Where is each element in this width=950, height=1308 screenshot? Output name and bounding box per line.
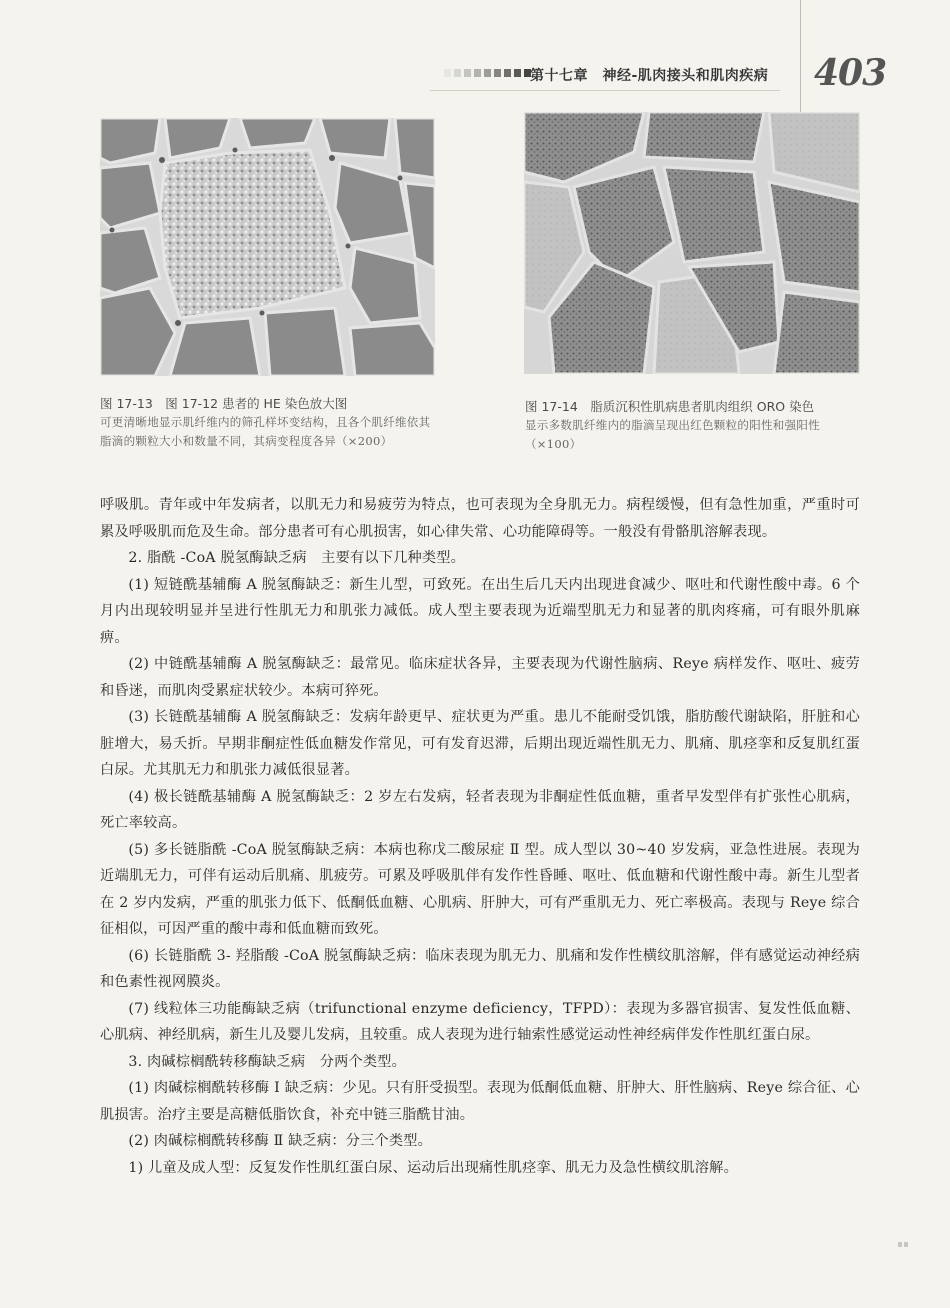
paragraph-continuation: 呼吸肌。青年或中年发病者，以肌无力和易疲劳为特点，也可表现为全身肌无力。病程缓慢，但有急性加重，严重时可累及呼吸肌而危及生命。部分患者可有心肌损害，如心律失常、心功能障碍等。一般没有骨骼肌溶解表现。 — [100, 497, 860, 540]
figure-17-14-caption — [525, 397, 865, 454]
paragraph-item-3: (3) 长链酰基辅酶 A 脱氢酶缺乏：发病年龄更早、症状更为严重。患儿不能耐受饥饿，脂肪酸代谢缺陷，肝脏和心脏增大，易夭折。早期非酮症性低血糖发作常见，可有发育迟滞，后期出现近端性肌无力、肌痛、肌痉挛和反复肌红蛋白尿。尤其肌无力和肌张力减低很显著。 — [100, 709, 860, 778]
paragraph-cpt-2-subtype-1: 1) 儿童及成人型：反复发作性肌红蛋白尿、运动后出现痛性肌痉挛、肌无力及急性横纹肌溶解。 — [128, 1159, 738, 1176]
page-number: 403 — [814, 52, 887, 94]
paragraph-item-1: (1) 短链酰基辅酶 A 脱氢酶缺乏：新生儿型，可致死。在出生后几天内出现进食减少、呕吐和代谢性酸中毒。6 个月内出现较明显并呈进行性肌无力和肌张力减低。成人型主要表现为近端型肌无力和显著的肌肉疼痛，可有眼外肌麻痹。 — [100, 576, 860, 646]
decor-square — [454, 69, 461, 77]
header-decoration — [444, 69, 531, 77]
section-heading-2: 2. 脂酰 -CoA 脱氢酶缺乏病 主要有以下几种类型。 — [128, 550, 466, 566]
paragraph-item-2: (2) 中链酰基辅酶 A 脱氢酶缺乏：最常见。临床症状各异，主要表现为代谢性脑病、Reye 病样发作、呕吐、疲劳和昏迷，而肌肉受累症状较少。本病可猝死。 — [100, 656, 860, 699]
body-text — [100, 492, 860, 1181]
figure-17-13-caption — [100, 394, 440, 451]
decor-square — [514, 69, 521, 77]
figure-17-14-micrograph — [524, 112, 860, 374]
section-heading-3: 3. 肉碱棕榈酰转移酶缺乏病 分两个类型。 — [128, 1053, 407, 1070]
paragraph-item-6: (6) 长链脂酰 3- 羟脂酸 -CoA 脱氢酶缺乏病：临床表现为肌无力、肌痛和发作性横纹肌溶解，伴有感觉运动神经病和色素性视网膜炎。 — [100, 947, 860, 990]
paragraph-item-7: (7) 线粒体三功能酶缺乏病（trifunctional enzyme deficiency，TFPD）：表现为多器官损害、复发性低血糖、心肌病、神经肌病，新生儿及婴儿发病，且较重。成人表现为进行轴索性感觉运动性神经病伴发作性肌红蛋白尿。 — [100, 1000, 860, 1043]
paragraph-item-4: (4) 极长链酰基辅酶 A 脱氢酶缺乏：2 岁左右发病，轻者表现为非酮症性低血糖，重者早发型伴有扩张性心肌病，死亡率较高。 — [100, 788, 860, 831]
decor-square — [474, 69, 481, 77]
running-header — [430, 52, 900, 98]
decor-square — [504, 69, 511, 77]
decor-square — [484, 69, 491, 77]
decor-square — [464, 69, 471, 77]
figure-17-14-description: 显示多数肌纤维内的脂滴呈现出红色颗粒的阳性和强阳性（×100） — [525, 418, 820, 451]
paragraph-cpt-2: (2) 肉碱棕榈酰转移酶 Ⅱ 缺乏病：分三个类型。 — [128, 1133, 433, 1149]
chapter-title: 第十七章 神经-肌肉接头和肌肉疾病 — [530, 68, 769, 84]
decor-square — [444, 69, 451, 77]
header-rule — [430, 90, 780, 91]
decor-square — [494, 69, 501, 77]
paragraph-item-5: (5) 多长链脂酰 -CoA 脱氢酶缺乏病：本病也称戊二酸尿症 Ⅱ 型。成人型以 30~40 岁发病，亚急性进展。表现为近端肌无力，可伴有运动后肌痛、肌疲劳。可累及呼吸肌伴有发作性昏睡、呕吐、低血糖和代谢性酸中毒。新生儿型者在 2 岁内发病，严重的肌张力低下、低酮低血糖、心肌病、肝肿大，可有严重肌无力、死亡率极高。表现与 Reye 综合征相似，可因严重的酸中毒和低血糖而致死。 — [100, 841, 860, 937]
figure-17-14-title: 图 17-14 脂质沉积性肌病患者肌肉组织 ORO 染色 — [525, 399, 815, 414]
figure-17-13-micrograph — [100, 118, 435, 376]
corner-mark — [898, 1242, 912, 1248]
corner-mark-dot — [898, 1242, 902, 1247]
he-stain-image — [100, 118, 435, 376]
paragraph-cpt-1: (1) 肉碱棕榈酰转移酶 Ⅰ 缺乏病：少见。只有肝受损型。表现为低酮低血糖、肝肿大、肝性脑病、Reye 综合征、心肌损害。治疗主要是高糖低脂饮食，补充中链三脂酰甘油。 — [100, 1080, 860, 1123]
oro-stain-image — [524, 112, 860, 374]
corner-mark-dot — [904, 1242, 908, 1247]
figure-17-13-title: 图 17-13 图 17-12 患者的 HE 染色放大图 — [100, 396, 348, 411]
figure-17-13-description: 可更清晰地显示肌纤维内的筛孔样坏变结构，且各个肌纤维依其脂滴的颗粒大小和数量不同，其病变程度各异（×200） — [100, 415, 431, 448]
